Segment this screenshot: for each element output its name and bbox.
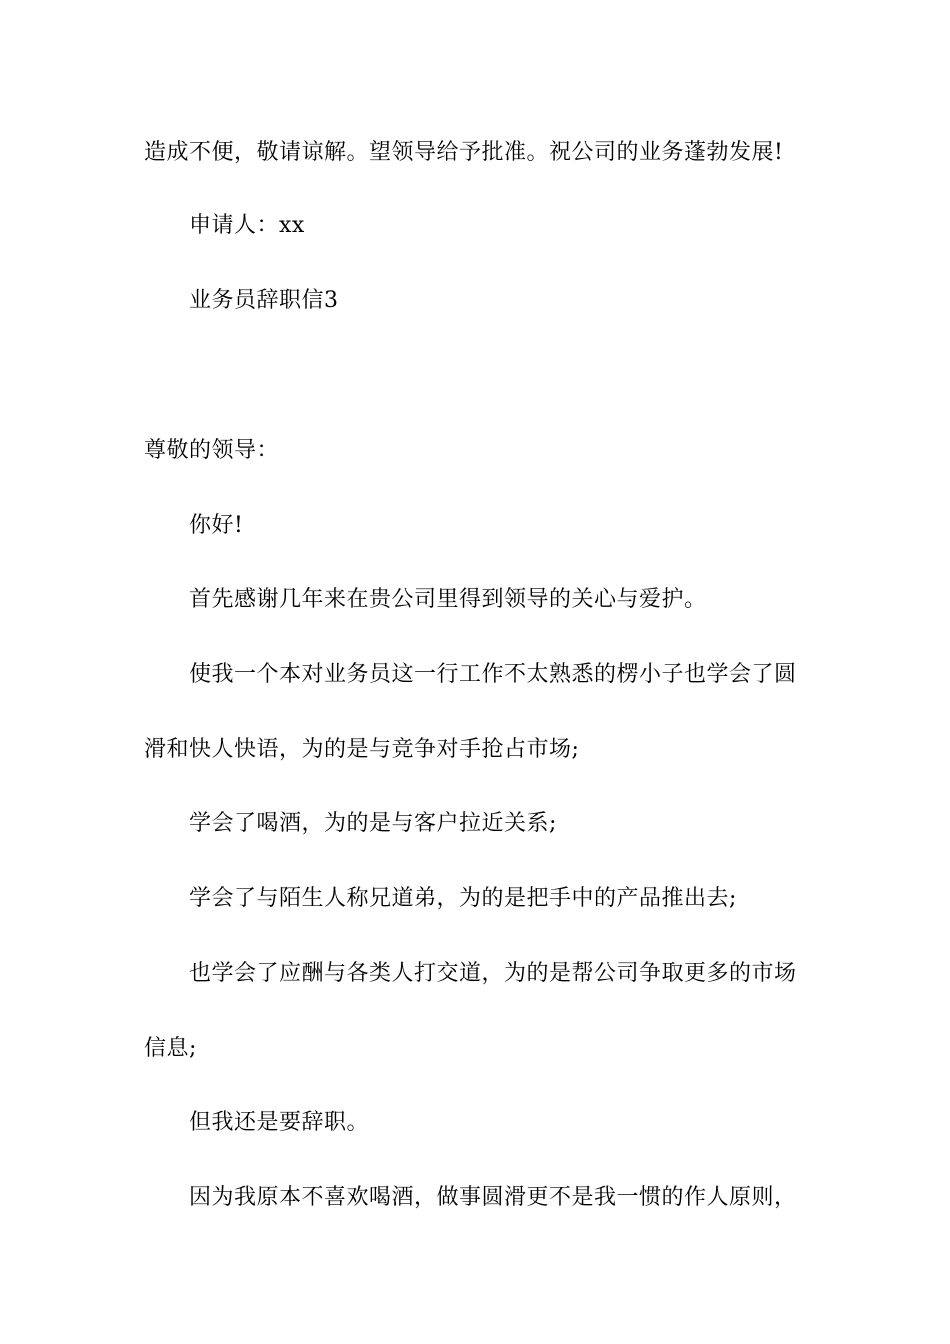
paragraph-line: 因为我原本不喜欢喝酒，做事圆滑更不是我一惯的作人原则， xyxy=(189,1185,797,1210)
letter-heading: 业务员辞职信3 xyxy=(189,288,339,313)
salutation: 尊敬的领导： xyxy=(144,438,280,463)
applicant-line: 申请人：xx xyxy=(189,213,305,238)
paragraph-line: 造成不便，敬请谅解。望领导给予批准。祝公司的业务蓬勃发展! xyxy=(144,140,784,165)
paragraph-line: 滑和快人快语，为的是与竞争对手抢占市场; xyxy=(144,737,580,762)
paragraph-line: 学会了喝酒，为的是与客户拉近关系; xyxy=(189,811,557,836)
paragraph-line: 信息; xyxy=(144,1036,197,1061)
paragraph-line: 使我一个本对业务员这一行工作不太熟悉的楞小子也学会了圆 xyxy=(189,662,797,687)
paragraph-line: 也学会了应酬与各类人打交道，为的是帮公司争取更多的市场 xyxy=(189,961,797,986)
paragraph-line: 但我还是要辞职。 xyxy=(189,1110,370,1135)
paragraph-line: 学会了与陌生人称兄道弟，为的是把手中的产品推出去; xyxy=(189,886,737,911)
paragraph-line: 首先感谢几年来在贵公司里得到领导的关心与爱护。 xyxy=(189,587,707,612)
greeting: 你好! xyxy=(189,513,244,538)
